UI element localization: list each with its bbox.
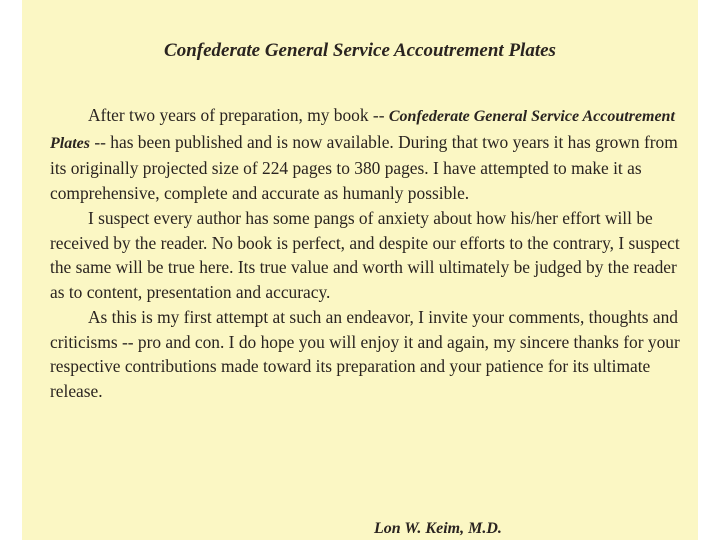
- signature: Lon W. Keim, M.D.: [374, 520, 502, 537]
- book-title: Confederate General Service Accoutrement Plates: [50, 108, 675, 152]
- paragraph-1: [50, 103, 682, 205]
- letter-title: Confederate General Service Accoutrement Plates: [164, 40, 556, 61]
- letter-body: [50, 103, 682, 404]
- paragraph-1-rest: -- has been published and is now available. During that two years it has grown from its originally projected size of 224 pages to 380 pages. I have attempted to make it as comprehensive, complete and accurate as humanly possible.: [50, 131, 678, 203]
- paragraph-3: As this is my first attempt at such an endeavor, I invite your comments, thoughts and criticisms -- pro and con. I do hope you will enjoy it and again, my sincere thanks for your respective contributions made toward its preparation and your patience for its ultimate release.: [50, 306, 680, 401]
- paragraph-2: I suspect every author has some pangs of anxiety about how his/her effort will be received by the reader. No book is perfect, and despite our efforts to the contrary, I suspect the same will be true here. Its true value and worth will ultimately be judged by the reader as to content, presentation and accuracy.: [50, 207, 680, 302]
- letter-page: [22, 0, 698, 540]
- paragraph-1-lead: After two years of preparation, my book --: [88, 105, 389, 125]
